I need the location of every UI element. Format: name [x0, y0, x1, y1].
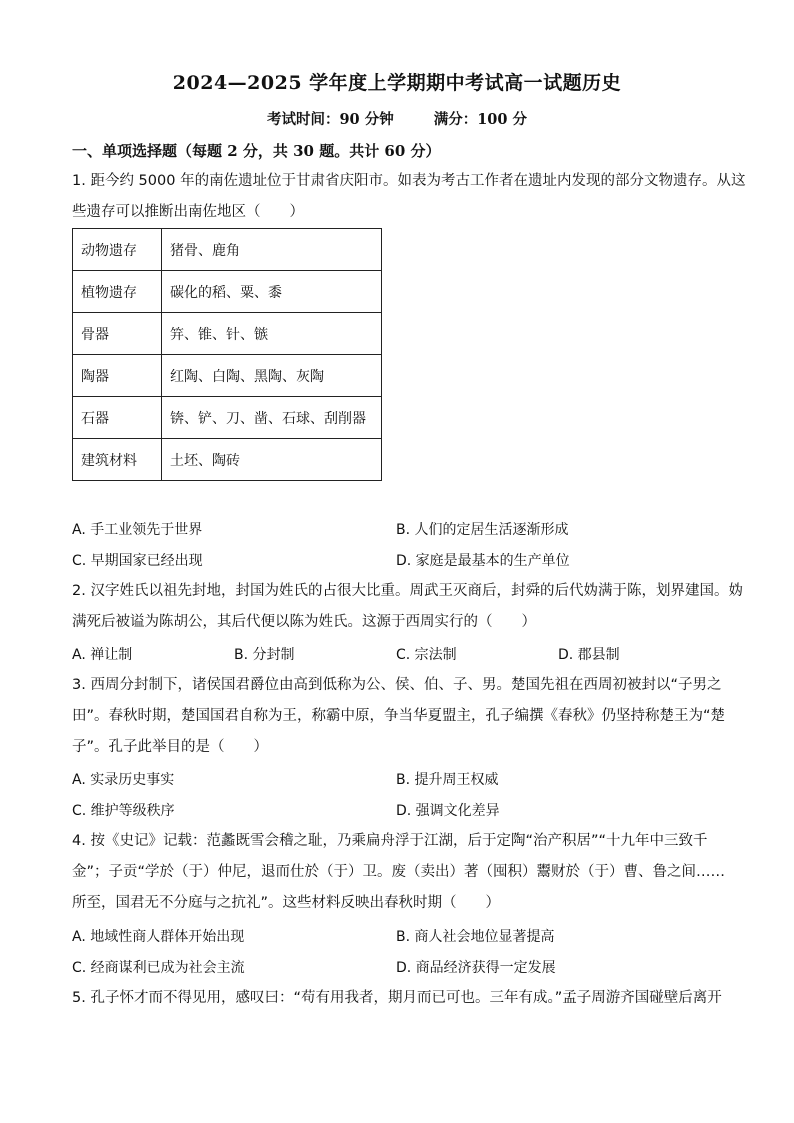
- table-cell-category: 陶器: [73, 355, 162, 397]
- exam-info: [0, 108, 794, 129]
- exam-time: 考试时间：90 分钟: [266, 111, 394, 128]
- section-heading: 一、单项选择题（每题 2 分，共 30 题。共计 60 分）: [72, 142, 441, 160]
- table-row: [73, 229, 382, 271]
- question-4-line-1: 4. 按《史记》记载：范蠡既雪会稽之耻，乃乘扁舟浮于江湖，后于定陶“治产积居”“十九年中三致千: [72, 833, 708, 849]
- question-2-option-b[interactable]: B. 分封制: [234, 647, 295, 663]
- question-5-line-1: 5. 孔子怀才而不得见用，感叹曰：“苟有用我者，期月而已可也。三年有成。”孟子周游齐国碰壁后离开: [72, 990, 722, 1006]
- question-2-line-1: 2. 汉字姓氏以祖先封地，封国为姓氏的占很大比重。周武王灭商后，封舜的后代妫满于陈，划界建国。妫: [72, 583, 743, 599]
- question-2-option-c[interactable]: C. 宗法制: [396, 647, 457, 663]
- question-1-option-c[interactable]: C. 早期国家已经出现: [72, 553, 203, 569]
- question-1-line-2: 些遗存可以推断出南佐地区（ ）: [72, 204, 304, 220]
- question-3-stem: [72, 670, 726, 763]
- question-3-option-c[interactable]: C. 维护等级秩序: [72, 803, 175, 819]
- question-1-line-1: 1. 距今约 5000 年的南佐遗址位于甘肃省庆阳市。如表为考古工作者在遗址内发现的部分文物遗存。从这: [72, 173, 746, 189]
- table-cell-category: 骨器: [73, 313, 162, 355]
- table-row: [73, 439, 382, 481]
- question-1-stem: [72, 166, 746, 228]
- table-cell-category: 建筑材料: [73, 439, 162, 481]
- table-cell-items: 锛、铲、刀、凿、石球、刮削器: [162, 397, 382, 439]
- question-4-option-d[interactable]: D. 商品经济获得一定发展: [396, 960, 556, 976]
- table-cell-items: 猪骨、鹿角: [162, 229, 382, 271]
- exam-score: 满分：100 分: [433, 111, 528, 128]
- question-3-line-1: 3. 西周分封制下，诸侯国君爵位由高到低称为公、侯、伯、子、男。楚国先祖在西周初被封以“子男之: [72, 677, 722, 693]
- table-row: [73, 355, 382, 397]
- table-cell-items: 笄、锥、针、镞: [162, 313, 382, 355]
- relics-table: [72, 228, 382, 481]
- question-4-option-b[interactable]: B. 商人社会地位显著提高: [396, 929, 555, 945]
- question-3-option-a[interactable]: A. 实录历史事实: [72, 772, 175, 788]
- question-3-line-3: 子”。孔子此举目的是（ ）: [72, 739, 269, 755]
- question-4-option-c[interactable]: C. 经商谋利已成为社会主流: [72, 960, 245, 976]
- question-1-option-a[interactable]: A. 手工业领先于世界: [72, 522, 203, 538]
- question-5-stem: [72, 983, 722, 1014]
- question-2-stem: [72, 576, 743, 638]
- question-2-option-d[interactable]: D. 郡县制: [558, 647, 620, 663]
- table-cell-items: 红陶、白陶、黑陶、灰陶: [162, 355, 382, 397]
- question-1-option-d[interactable]: D. 家庭是最基本的生产单位: [396, 553, 570, 569]
- question-3-option-b[interactable]: B. 提升周王权威: [396, 772, 499, 788]
- table-cell-items: 土坯、陶砖: [162, 439, 382, 481]
- question-4-line-3: 所至，国君无不分庭与之抗礼”。这些材料反映出春秋时期（ ）: [72, 895, 501, 911]
- question-4-option-a[interactable]: A. 地域性商人群体开始出现: [72, 929, 245, 945]
- table-cell-category: 动物遗存: [73, 229, 162, 271]
- question-1-option-b[interactable]: B. 人们的定居生活逐渐形成: [396, 522, 569, 538]
- question-2-line-2: 满死后被谥为陈胡公，其后代便以陈为姓氏。这源于西周实行的（ ）: [72, 614, 536, 630]
- question-4-line-2: 金”；子贡“学於（于）仲尼，退而仕於（于）卫。废（卖出）著（囤积）鬻财於（于）曹、鲁之间……: [72, 864, 726, 880]
- table-row: [73, 271, 382, 313]
- question-2-option-a[interactable]: A. 禅让制: [72, 647, 133, 663]
- question-4-stem: [72, 826, 726, 919]
- table-row: [73, 313, 382, 355]
- table-cell-category: 植物遗存: [73, 271, 162, 313]
- question-3-option-d[interactable]: D. 强调文化差异: [396, 803, 500, 819]
- question-3-line-2: 田”。春秋时期，楚国国君自称为王，称霸中原，争当华夏盟主，孔子编撰《春秋》仍坚持称楚王为“楚: [72, 708, 726, 724]
- table-cell-category: 石器: [73, 397, 162, 439]
- table-row: [73, 397, 382, 439]
- table-cell-items: 碳化的稻、粟、黍: [162, 271, 382, 313]
- exam-title: 2024—2025 学年度上学期期中考试高一试题历史: [172, 72, 622, 94]
